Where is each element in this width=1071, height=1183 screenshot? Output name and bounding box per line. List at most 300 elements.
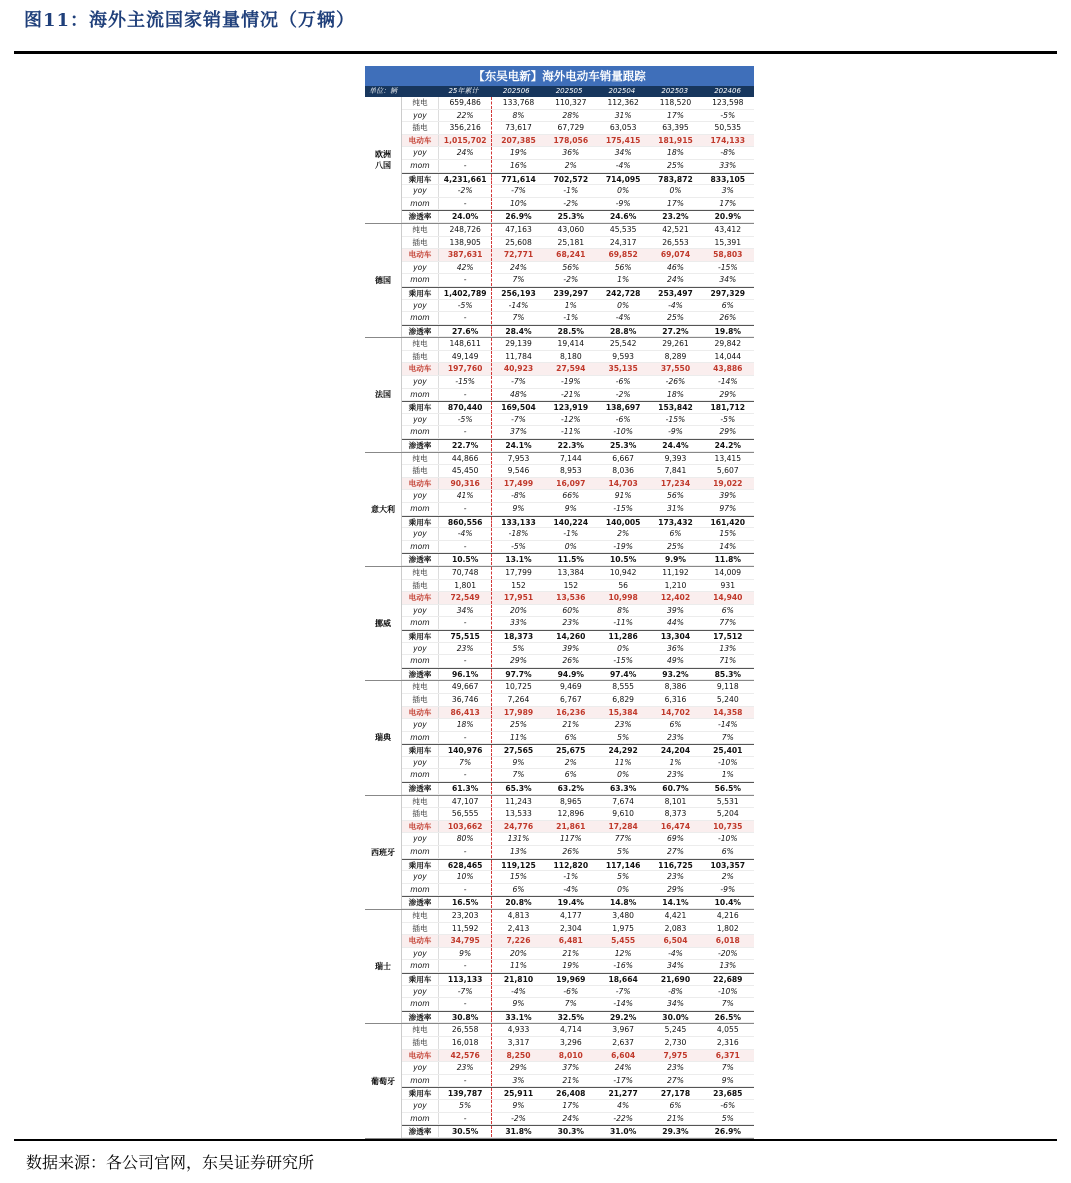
table-cell: -5%: [439, 414, 492, 426]
table-row: [402, 351, 754, 364]
table-cell: -11%: [561, 427, 581, 437]
table-cell: 8,101: [664, 796, 687, 806]
table-cell: 12,402: [660, 593, 691, 603]
table-cell: 1,975: [612, 923, 635, 933]
table-cell: 43,412: [714, 224, 742, 234]
table-cell: 44,866: [439, 453, 492, 465]
table-cell: 27.2%: [662, 326, 689, 336]
table-cell: -9%: [720, 884, 736, 894]
table-row: [402, 414, 754, 427]
table-cell: -6%: [720, 1100, 736, 1110]
table-cell: 21%: [562, 1075, 580, 1085]
row-label: yoy: [402, 262, 439, 274]
table-cell: 3,296: [559, 1037, 582, 1047]
table-cell: 19%: [510, 148, 527, 158]
table-cell: 13,536: [556, 593, 586, 603]
table-cell: 56.5%: [714, 784, 741, 794]
row-label: 乘用车: [402, 745, 439, 756]
table-cell: 139,787: [439, 1088, 492, 1099]
row-label: 渗透率: [402, 554, 439, 565]
table-cell: 20.9%: [714, 212, 741, 222]
row-label: 纯电: [402, 567, 439, 579]
bottom-rule: [14, 1139, 1057, 1141]
table-cell: 169,504: [501, 403, 536, 413]
table-cell: 22.3%: [557, 441, 584, 451]
table-cell: 8,555: [612, 682, 635, 692]
table-row: [402, 998, 754, 1011]
table-cell: 44%: [667, 618, 684, 628]
table-cell: -5%: [511, 541, 526, 551]
table-row: [402, 173, 754, 186]
table-cell: 25%: [667, 313, 684, 323]
table-cell: 7,264: [507, 694, 530, 704]
table-cell: 23%: [439, 1062, 492, 1074]
table-cell: -19%: [613, 541, 633, 551]
country-name: 欧洲 八国: [365, 97, 402, 223]
table-cell: -: [439, 732, 492, 744]
table-row: [402, 694, 754, 707]
table-cell: 21%: [562, 948, 580, 958]
table-cell: 9,393: [664, 453, 687, 463]
table-cell: -: [439, 426, 492, 438]
table-cell: 21,690: [660, 974, 691, 984]
table-cell: 161,420: [710, 517, 746, 527]
table-cell: -6%: [615, 377, 631, 387]
table-row: [402, 1011, 754, 1024]
table-cell: 67,729: [557, 123, 585, 133]
table-cell: 25%: [667, 160, 684, 170]
table-cell: 256,193: [501, 288, 536, 298]
table-row: [402, 110, 754, 123]
table-cell: 9%: [512, 1100, 525, 1110]
table-cell: 11%: [510, 961, 527, 971]
row-label: yoy: [402, 1100, 439, 1112]
table-row: [402, 973, 754, 986]
table-cell: 85.3%: [714, 669, 741, 679]
table-cell: 181,712: [710, 403, 746, 413]
table-cell: 5%: [439, 1100, 492, 1112]
row-label: mom: [402, 312, 439, 324]
table-cell: 6%: [721, 605, 734, 615]
table-cell: 16,097: [556, 478, 586, 488]
table-row: [402, 923, 754, 936]
row-label: 电动车: [402, 135, 439, 147]
table-cell: 3%: [721, 186, 734, 196]
table-cell: 14,702: [660, 707, 691, 717]
table-cell: 6,316: [664, 694, 687, 704]
country-name: 法国: [365, 338, 402, 451]
table-cell: 19,022: [713, 478, 743, 488]
table-cell: 34%: [439, 605, 492, 617]
table-row: [402, 681, 754, 694]
table-cell: 28.4%: [505, 326, 532, 336]
table-cell: 39%: [667, 605, 684, 615]
table-cell: 702,572: [553, 174, 589, 184]
table-cell: 3,967: [612, 1025, 635, 1035]
table-cell: 10,725: [505, 682, 532, 692]
table-cell: 97%: [719, 504, 737, 513]
table-cell: 29,842: [714, 339, 742, 349]
table-row: [402, 465, 754, 478]
table-cell: 30.0%: [662, 1012, 689, 1022]
table-cell: -: [439, 846, 492, 858]
table-cell: -7%: [439, 986, 492, 998]
table-row: [402, 1113, 754, 1126]
table-cell: 4%: [617, 1100, 630, 1110]
table-cell: -26%: [665, 377, 686, 387]
table-cell: 58,803: [713, 250, 743, 260]
table-cell: 49,667: [439, 681, 492, 693]
table-row: [402, 1100, 754, 1113]
row-label: mom: [402, 655, 439, 667]
table-row: [402, 859, 754, 872]
table-cell: 34%: [667, 961, 684, 971]
row-label: yoy: [402, 528, 439, 540]
table-cell: 248,726: [439, 224, 492, 236]
table-cell: 25,401: [713, 746, 743, 756]
table-cell: 4,421: [664, 911, 687, 920]
table-cell: 15%: [719, 529, 737, 539]
table-cell: 27,594: [556, 364, 586, 374]
table-row: [402, 325, 754, 338]
table-cell: 117%: [559, 834, 582, 844]
table-cell: 11,784: [505, 351, 532, 361]
table-cell: 23%: [614, 720, 632, 730]
table-cell: 26%: [562, 656, 580, 666]
table-cell: 13,384: [557, 567, 585, 577]
table-cell: 9%: [512, 504, 525, 513]
table-cell: 23%: [667, 732, 684, 742]
table-cell: 24%: [510, 262, 527, 272]
table-cell: 26.9%: [714, 1127, 741, 1137]
table-cell: 3,480: [612, 911, 635, 920]
table-cell: 25,675: [556, 746, 586, 756]
table-cell: 26,553: [662, 237, 689, 247]
table-row: [402, 655, 754, 668]
table-cell: 1,801: [439, 580, 492, 592]
table-cell: 16,018: [439, 1037, 492, 1049]
table-cell: -15%: [717, 262, 738, 272]
table-cell: 23%: [667, 770, 684, 780]
row-label: mom: [402, 960, 439, 972]
table-cell: 5%: [721, 1113, 734, 1123]
table-row: [402, 910, 754, 923]
table-cell: -10%: [717, 757, 738, 767]
table-row: [402, 986, 754, 999]
table-cell: 18,664: [608, 974, 638, 984]
table-cell: 26.9%: [505, 212, 532, 222]
table-cell: 27,178: [660, 1089, 691, 1099]
table-cell: 4,231,661: [439, 174, 492, 185]
table-cell: 7%: [721, 732, 734, 742]
table-cell: 356,216: [439, 122, 492, 134]
table-cell: 152: [563, 580, 579, 590]
country-name: 瑞士: [365, 910, 402, 1023]
table-cell: 30.5%: [439, 1126, 492, 1137]
table-row: [402, 821, 754, 834]
table-row: [402, 846, 754, 859]
table-cell: 9%: [564, 504, 577, 513]
table-cell: 11.5%: [557, 555, 584, 565]
table-cell: 69,074: [660, 250, 691, 260]
table-header-row: [365, 86, 754, 97]
table-cell: 2%: [617, 529, 630, 539]
table-cell: 26,408: [556, 1089, 586, 1099]
table-cell: 50,535: [714, 123, 742, 133]
table-cell: 24%: [667, 275, 684, 285]
table-cell: 6,667: [612, 453, 635, 463]
table-cell: 24.2%: [714, 441, 741, 451]
table-cell: 28.8%: [609, 326, 637, 336]
table-cell: 181,915: [658, 135, 693, 145]
row-label: 纯电: [402, 1024, 439, 1036]
table-cell: 14,044: [714, 351, 742, 361]
table-cell: 3,317: [507, 1037, 530, 1047]
row-label: 插电: [402, 351, 439, 363]
row-label: 渗透率: [402, 1012, 439, 1023]
table-row: [402, 630, 754, 643]
row-label: yoy: [402, 376, 439, 388]
table-cell: 31%: [614, 110, 632, 120]
table-row: [402, 896, 754, 909]
table-cell: 12%: [614, 948, 632, 958]
table-cell: 7%: [439, 757, 492, 769]
row-label: 乘用车: [402, 288, 439, 299]
table-cell: 24.6%: [609, 212, 637, 222]
row-label: yoy: [402, 300, 439, 312]
table-cell: 27.6%: [439, 326, 492, 337]
table-cell: 6,481: [558, 936, 583, 946]
table-cell: 24.0%: [439, 211, 492, 222]
row-label: mom: [402, 426, 439, 438]
table-cell: 77%: [719, 618, 737, 628]
table-cell: 11,192: [662, 567, 689, 577]
table-cell: -: [439, 1113, 492, 1125]
table-cell: 8%: [512, 110, 525, 120]
table-cell: -14%: [717, 377, 738, 387]
table-cell: -4%: [668, 948, 683, 958]
column-header: 202506: [502, 87, 530, 95]
table-cell: 19.8%: [714, 326, 741, 336]
table-cell: 2,730: [664, 1037, 687, 1047]
table-cell: 131%: [507, 834, 530, 844]
table-cell: -15%: [665, 414, 686, 424]
table-row: [402, 300, 754, 313]
table-cell: 8,010: [558, 1050, 583, 1060]
table-row: [402, 580, 754, 593]
table-cell: 297,329: [710, 288, 746, 298]
table-cell: -14%: [508, 300, 529, 310]
table-cell: 29.3%: [662, 1127, 689, 1137]
table-row: [402, 782, 754, 795]
table-cell: -1%: [563, 872, 579, 882]
table-row: [402, 719, 754, 732]
table-cell: -18%: [508, 529, 529, 539]
table-cell: 17,799: [505, 567, 532, 577]
table-cell: 21,861: [556, 821, 586, 831]
table-cell: -8%: [668, 986, 683, 996]
table-cell: -10%: [717, 986, 738, 996]
row-label: 渗透率: [402, 783, 439, 794]
country-name: 瑞典: [365, 681, 402, 794]
table-cell: 5,455: [611, 936, 636, 946]
row-label: 插电: [402, 808, 439, 820]
table-cell: 1,402,789: [439, 288, 492, 299]
row-label: yoy: [402, 833, 439, 845]
table-cell: 10.5%: [609, 555, 637, 565]
table-cell: 49%: [667, 656, 684, 666]
table-cell: 29%: [510, 1063, 527, 1073]
table-cell: 8,250: [506, 1050, 531, 1060]
table-cell: 63.3%: [609, 784, 637, 794]
table-cell: -: [439, 998, 492, 1010]
table-cell: 35,135: [608, 364, 638, 374]
table-cell: 1,210: [664, 580, 687, 590]
table-cell: 8,036: [612, 466, 635, 476]
table-cell: 25,542: [609, 339, 637, 349]
table-cell: 14,703: [608, 478, 638, 488]
table-cell: 15,391: [714, 237, 742, 247]
table-cell: 16,474: [660, 821, 691, 831]
table-cell: 69,852: [608, 250, 638, 260]
table-cell: -5%: [720, 110, 736, 120]
table-cell: 60%: [562, 605, 580, 615]
table-cell: 34%: [719, 275, 737, 285]
table-cell: 9%: [721, 1075, 734, 1085]
table-cell: 4,055: [716, 1025, 739, 1035]
table-row: [402, 453, 754, 466]
table-cell: 242,728: [605, 288, 641, 298]
table-cell: -14%: [717, 720, 738, 730]
table-cell: 1,802: [716, 923, 739, 933]
table-cell: 11%: [614, 757, 632, 767]
table-cell: 66%: [562, 491, 580, 501]
table-cell: 4,933: [507, 1025, 530, 1035]
table-row: [402, 135, 754, 148]
table-cell: 771,614: [501, 174, 536, 184]
row-label: 电动车: [402, 707, 439, 719]
row-label: 电动车: [402, 478, 439, 490]
table-cell: -7%: [511, 377, 526, 387]
table-cell: 13%: [719, 961, 737, 971]
table-row: [402, 1075, 754, 1088]
row-label: 纯电: [402, 453, 439, 465]
table-cell: 11,286: [608, 631, 638, 641]
table-row: [402, 707, 754, 720]
table-cell: 138,697: [605, 403, 641, 413]
top-rule: [14, 51, 1057, 54]
table-cell: 22.7%: [439, 440, 492, 451]
table-cell: -: [439, 1075, 492, 1087]
table-cell: 197,760: [439, 363, 492, 375]
table-row: [402, 1037, 754, 1050]
table-cell: 1%: [721, 770, 734, 780]
table-row: [402, 1050, 754, 1063]
table-cell: 17%: [667, 110, 684, 120]
table-cell: 43,060: [557, 224, 585, 234]
table-cell: 18%: [667, 148, 684, 158]
table-cell: 27,565: [503, 746, 534, 756]
table-cell: 628,465: [439, 860, 492, 871]
table-cell: -8%: [511, 491, 526, 501]
table-cell: 6,604: [611, 1050, 636, 1060]
table-cell: 5,204: [716, 809, 739, 819]
table-cell: 6,829: [612, 694, 635, 704]
table-cell: 23%: [667, 872, 684, 882]
table-cell: 17%: [562, 1100, 580, 1110]
table-cell: 26%: [562, 847, 580, 857]
table-cell: 21,810: [503, 974, 534, 984]
table-cell: -: [439, 541, 492, 553]
table-cell: 12,896: [557, 809, 585, 819]
country-block: [365, 567, 754, 681]
table-cell: 47,163: [505, 224, 532, 234]
table-row: [402, 249, 754, 262]
row-label: yoy: [402, 490, 439, 502]
row-label: 纯电: [402, 796, 439, 808]
row-label: 插电: [402, 923, 439, 935]
table-cell: 9,118: [716, 682, 739, 692]
table-row: [402, 401, 754, 414]
table-cell: 23%: [439, 643, 492, 655]
table-cell: 97.4%: [609, 669, 637, 679]
table-cell: 32.5%: [557, 1012, 584, 1022]
table-cell: 5,531: [716, 796, 739, 806]
table-cell: 112,820: [553, 860, 589, 870]
table-cell: 24%: [562, 1113, 580, 1123]
table-cell: 41%: [439, 490, 492, 502]
table-cell: 25%: [510, 720, 527, 730]
table-cell: 10%: [439, 871, 492, 883]
table-body: [365, 97, 754, 1139]
table-cell: 25.3%: [557, 212, 584, 222]
table-cell: -5%: [720, 414, 736, 424]
table-cell: -: [439, 655, 492, 667]
row-label: 电动车: [402, 1050, 439, 1062]
table-row: [402, 948, 754, 961]
table-cell: 63,395: [662, 123, 689, 133]
table-cell: 25%: [667, 541, 684, 551]
table-cell: 25,911: [503, 1089, 534, 1099]
row-label: yoy: [402, 414, 439, 426]
row-label: 渗透率: [402, 326, 439, 337]
table-cell: 6%: [512, 884, 525, 894]
table-cell: 13,533: [505, 809, 532, 819]
table-cell: 0%: [669, 186, 682, 196]
table-cell: -9%: [615, 198, 631, 208]
table-cell: -10%: [717, 834, 738, 844]
table-cell: 5,607: [716, 466, 739, 476]
table-cell: 152: [511, 580, 526, 590]
table-cell: 6%: [721, 847, 734, 857]
country-block: [365, 338, 754, 452]
table-row: [402, 605, 754, 618]
table-cell: 23,685: [713, 1089, 743, 1099]
table-cell: 2,083: [664, 923, 687, 933]
table-row: [402, 1125, 754, 1138]
table-cell: 7%: [512, 313, 525, 323]
table-cell: 34,795: [439, 935, 492, 947]
table-cell: 31.0%: [609, 1127, 637, 1137]
table-cell: -17%: [613, 1075, 633, 1085]
table-cell: 25,181: [557, 237, 585, 247]
table-cell: 14.1%: [662, 898, 689, 908]
table-cell: 19%: [562, 961, 580, 971]
row-label: 纯电: [402, 338, 439, 350]
table-cell: 31%: [667, 504, 684, 513]
table-cell: 91%: [614, 491, 632, 501]
table-row: [402, 744, 754, 757]
